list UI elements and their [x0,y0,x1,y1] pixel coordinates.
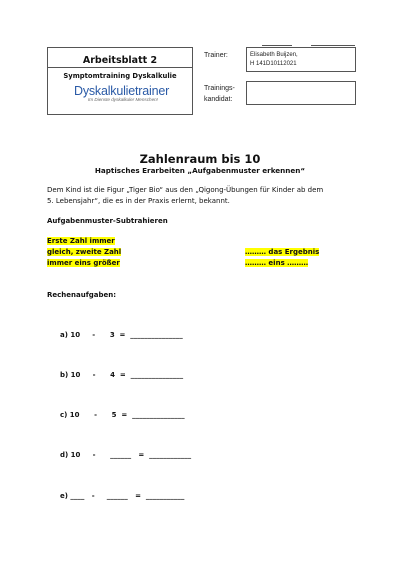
task-a[interactable]: a) 10 - 3 = _______________ [60,331,183,339]
pattern-result-2: ……… eins ……… [245,259,309,267]
page-subtitle: Haptisches Erarbeiten „Aufgabenmuster erkennen“ [94,166,306,175]
pattern-line-1: Erste Zahl immer [47,237,115,245]
candidate-label-2: kandidat: [204,96,233,103]
trainer-label: Trainer: [204,52,228,59]
intro-paragraph [47,185,367,207]
pattern-line-3: immer eins größer [47,259,120,267]
trainer-name: Elisabeth Buijzen, [250,52,298,58]
intro-line-2: 5. Lebensjahr“, die es in der Praxis erlernt, bekannt. [47,197,230,205]
top-line-right [311,45,355,46]
header-divider [47,67,193,68]
candidate-label-1: Trainings- [204,85,235,92]
pattern-line-2: gleich, zweite Zahl [47,248,122,256]
task-b[interactable]: b) 10 - 4 = _______________ [60,371,184,379]
pattern-result-1: ……… das Ergebnis [245,248,320,256]
top-line-left [262,45,292,46]
pattern-heading: Aufgabenmuster-Subtrahieren [47,217,168,225]
sheet-subtitle: Symptomtraining Dyskalkulie [63,72,177,80]
sheet-title: Arbeitsblatt 2 [82,55,158,66]
dyskalkulietrainer-logo [74,84,174,108]
logo-tagline: Im Dienste dyskalkuler Menschen! [88,97,158,102]
logo-name: Dyskalkulietrainer [74,84,170,98]
task-d[interactable]: d) 10 - ______ = ____________ [60,451,192,459]
trainer-id: H 141D10112021 [250,61,297,67]
candidate-input-box[interactable] [246,81,356,105]
tasks-heading: Rechenaufgaben: [47,291,117,299]
pattern-left-block [47,236,121,269]
intro-line-1: Dem Kind ist die Figur „Tiger Bio“ aus den „Qigong-Übungen für Kinder ab dem [47,186,324,194]
task-e[interactable]: e) ____ - ______ = ___________ [60,492,185,500]
task-c[interactable]: c) 10 - 5 = _______________ [60,411,185,419]
page-title: Zahlenraum bis 10 [139,152,261,166]
pattern-right-block [245,247,319,269]
